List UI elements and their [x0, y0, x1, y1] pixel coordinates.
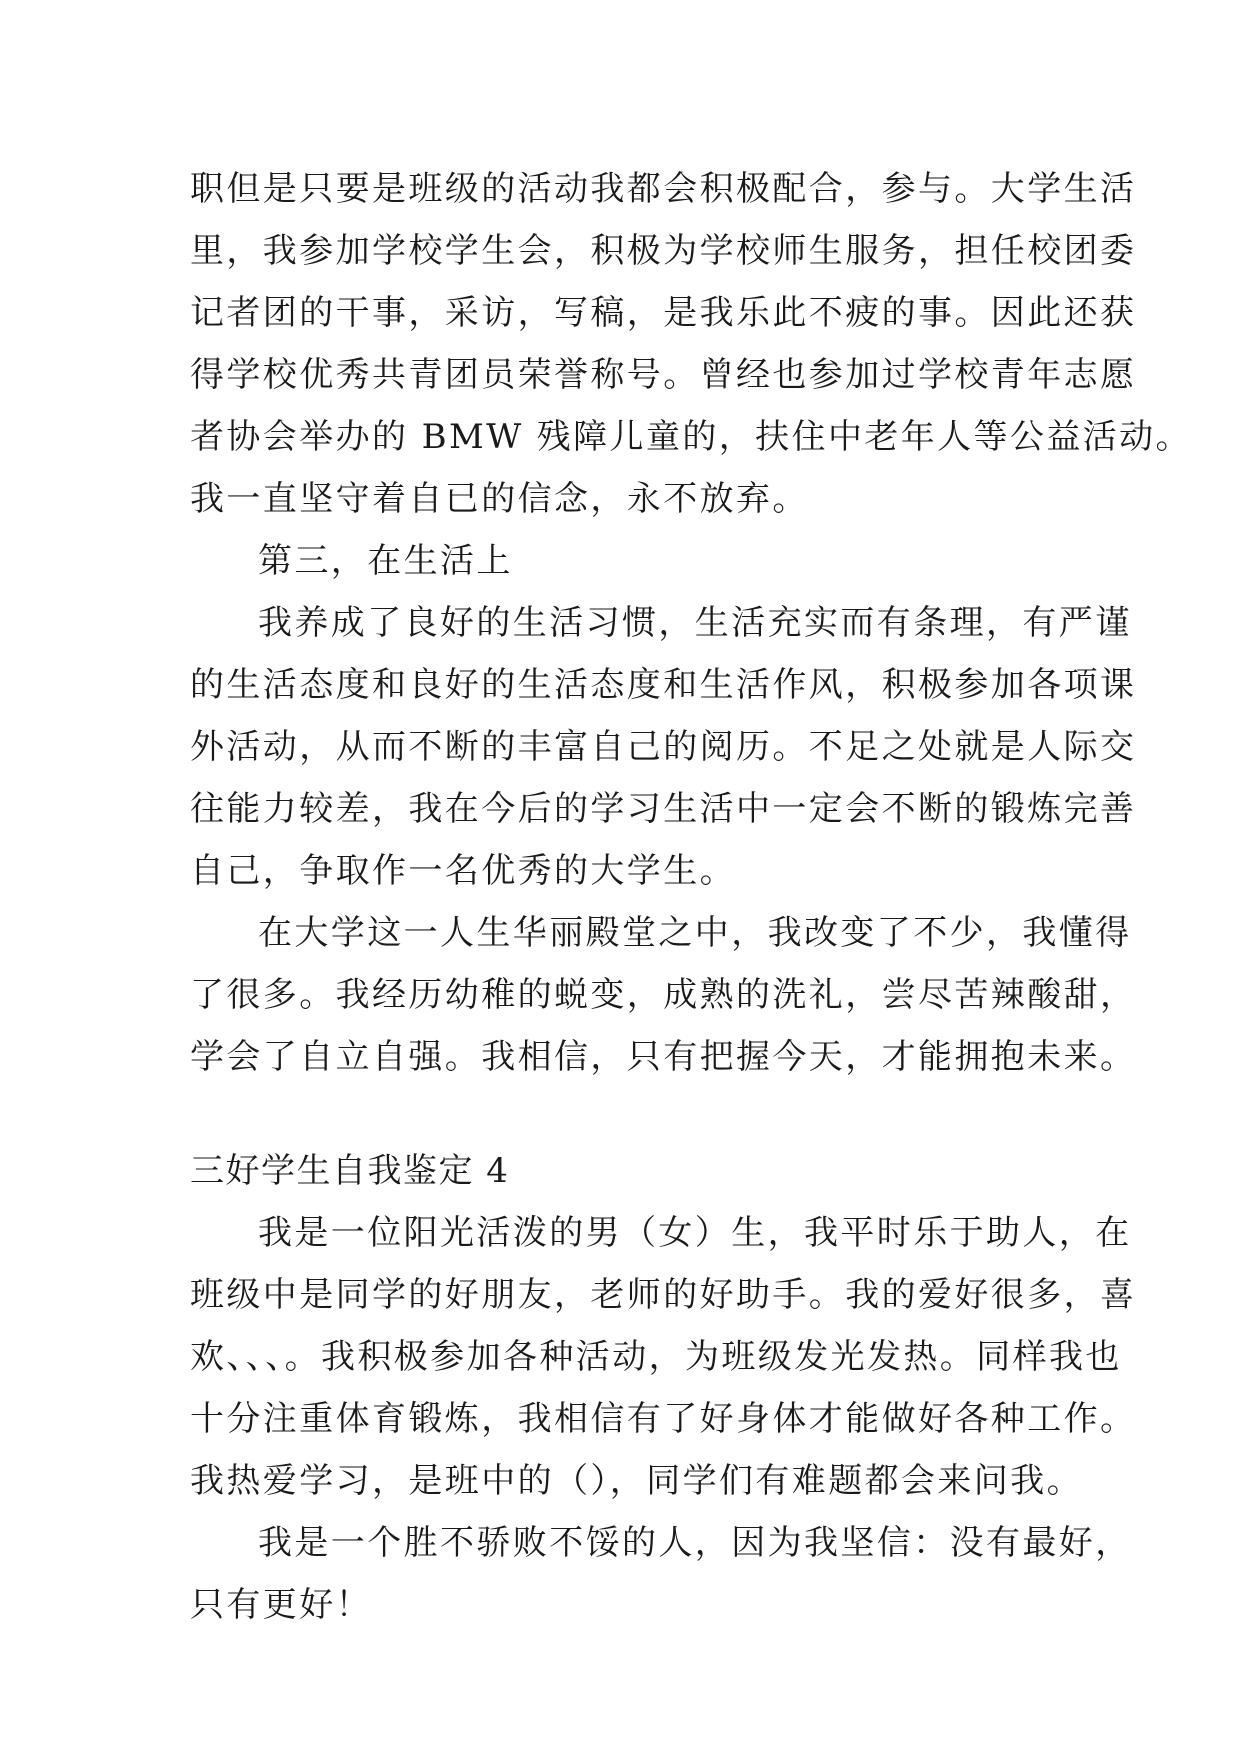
text-line: 职但是只要是班级的活动我都会积极配合，参与。大学生活: [190, 169, 1137, 209]
text-line: 往能力较差，我在今后的学习生活中一定会不断的锻炼完善: [190, 789, 1137, 829]
text-line: 学会了自立自强。我相信，只有把握今天，才能拥抱未来。: [190, 1037, 1137, 1077]
text-line: 外活动，从而不断的丰富自己的阅历。不足之处就是人际交: [190, 727, 1137, 767]
text-line: 我养成了良好的生活习惯，生活充实而有条理，有严谨: [258, 603, 1132, 643]
section-gap: [190, 1088, 1055, 1140]
text-line: 者协会举办的 BMW 残障儿童的，扶住中老年人等公益活动。: [190, 417, 1192, 457]
text-line: 记者团的干事，采访，写稿，是我乐此不疲的事。因此还获: [190, 293, 1137, 333]
text-line: 自己，争取作一名优秀的大学生。: [190, 851, 736, 891]
text-line: 在大学这一人生华丽殿堂之中，我改变了不少，我懂得: [258, 913, 1132, 953]
text-line: 只有更好！: [190, 1585, 372, 1625]
paragraph-student-work: [190, 158, 1192, 530]
text-line: 欢、、、。我积极参加各种活动，为班级发光发热。同样我也: [190, 1337, 1122, 1377]
paragraph-conclusion: [190, 902, 1137, 1088]
text-line: 了很多。我经历幼稚的蜕变，成熟的洗礼，尝尽苦辣酸甜，: [190, 975, 1137, 1015]
text-line: 我是一个胜不骄败不馁的人，因为我坚信：没有最好，: [258, 1523, 1132, 1563]
text-line: 得学校优秀共青团员荣誉称号。曾经也参加过学校青年志愿: [190, 355, 1137, 395]
text-line: 我是一位阳光活泼的男（女）生，我平时乐于助人，在: [258, 1213, 1132, 1253]
text-line: 我热爱学习，是班中的（），同学们有难题都会来问我。: [190, 1461, 1083, 1501]
paragraph-section-4-motto: [190, 1512, 1132, 1636]
text-line: 的生活态度和良好的生活态度和生活作风，积极参加各项课: [190, 665, 1137, 705]
paragraph-life: [190, 592, 1137, 902]
text-line: 十分注重体育锻炼，我相信有了好身体才能做好各种工作。: [190, 1399, 1137, 1439]
paragraph-section-4-intro: [190, 1202, 1137, 1512]
subheading-life: 第三，在生活上: [258, 541, 513, 581]
text-line: 我一直坚守着自已的信念，永不放弃。: [190, 479, 809, 519]
section-4-title: 三好学生自我鉴定 4: [190, 1151, 510, 1191]
text-line: 里，我参加学校学生会，积极为学校师生服务，担任校团委: [190, 231, 1137, 271]
document-body: [190, 158, 1192, 1636]
text-line: 班级中是同学的好朋友，老师的好助手。我的爱好很多，喜: [190, 1275, 1137, 1315]
